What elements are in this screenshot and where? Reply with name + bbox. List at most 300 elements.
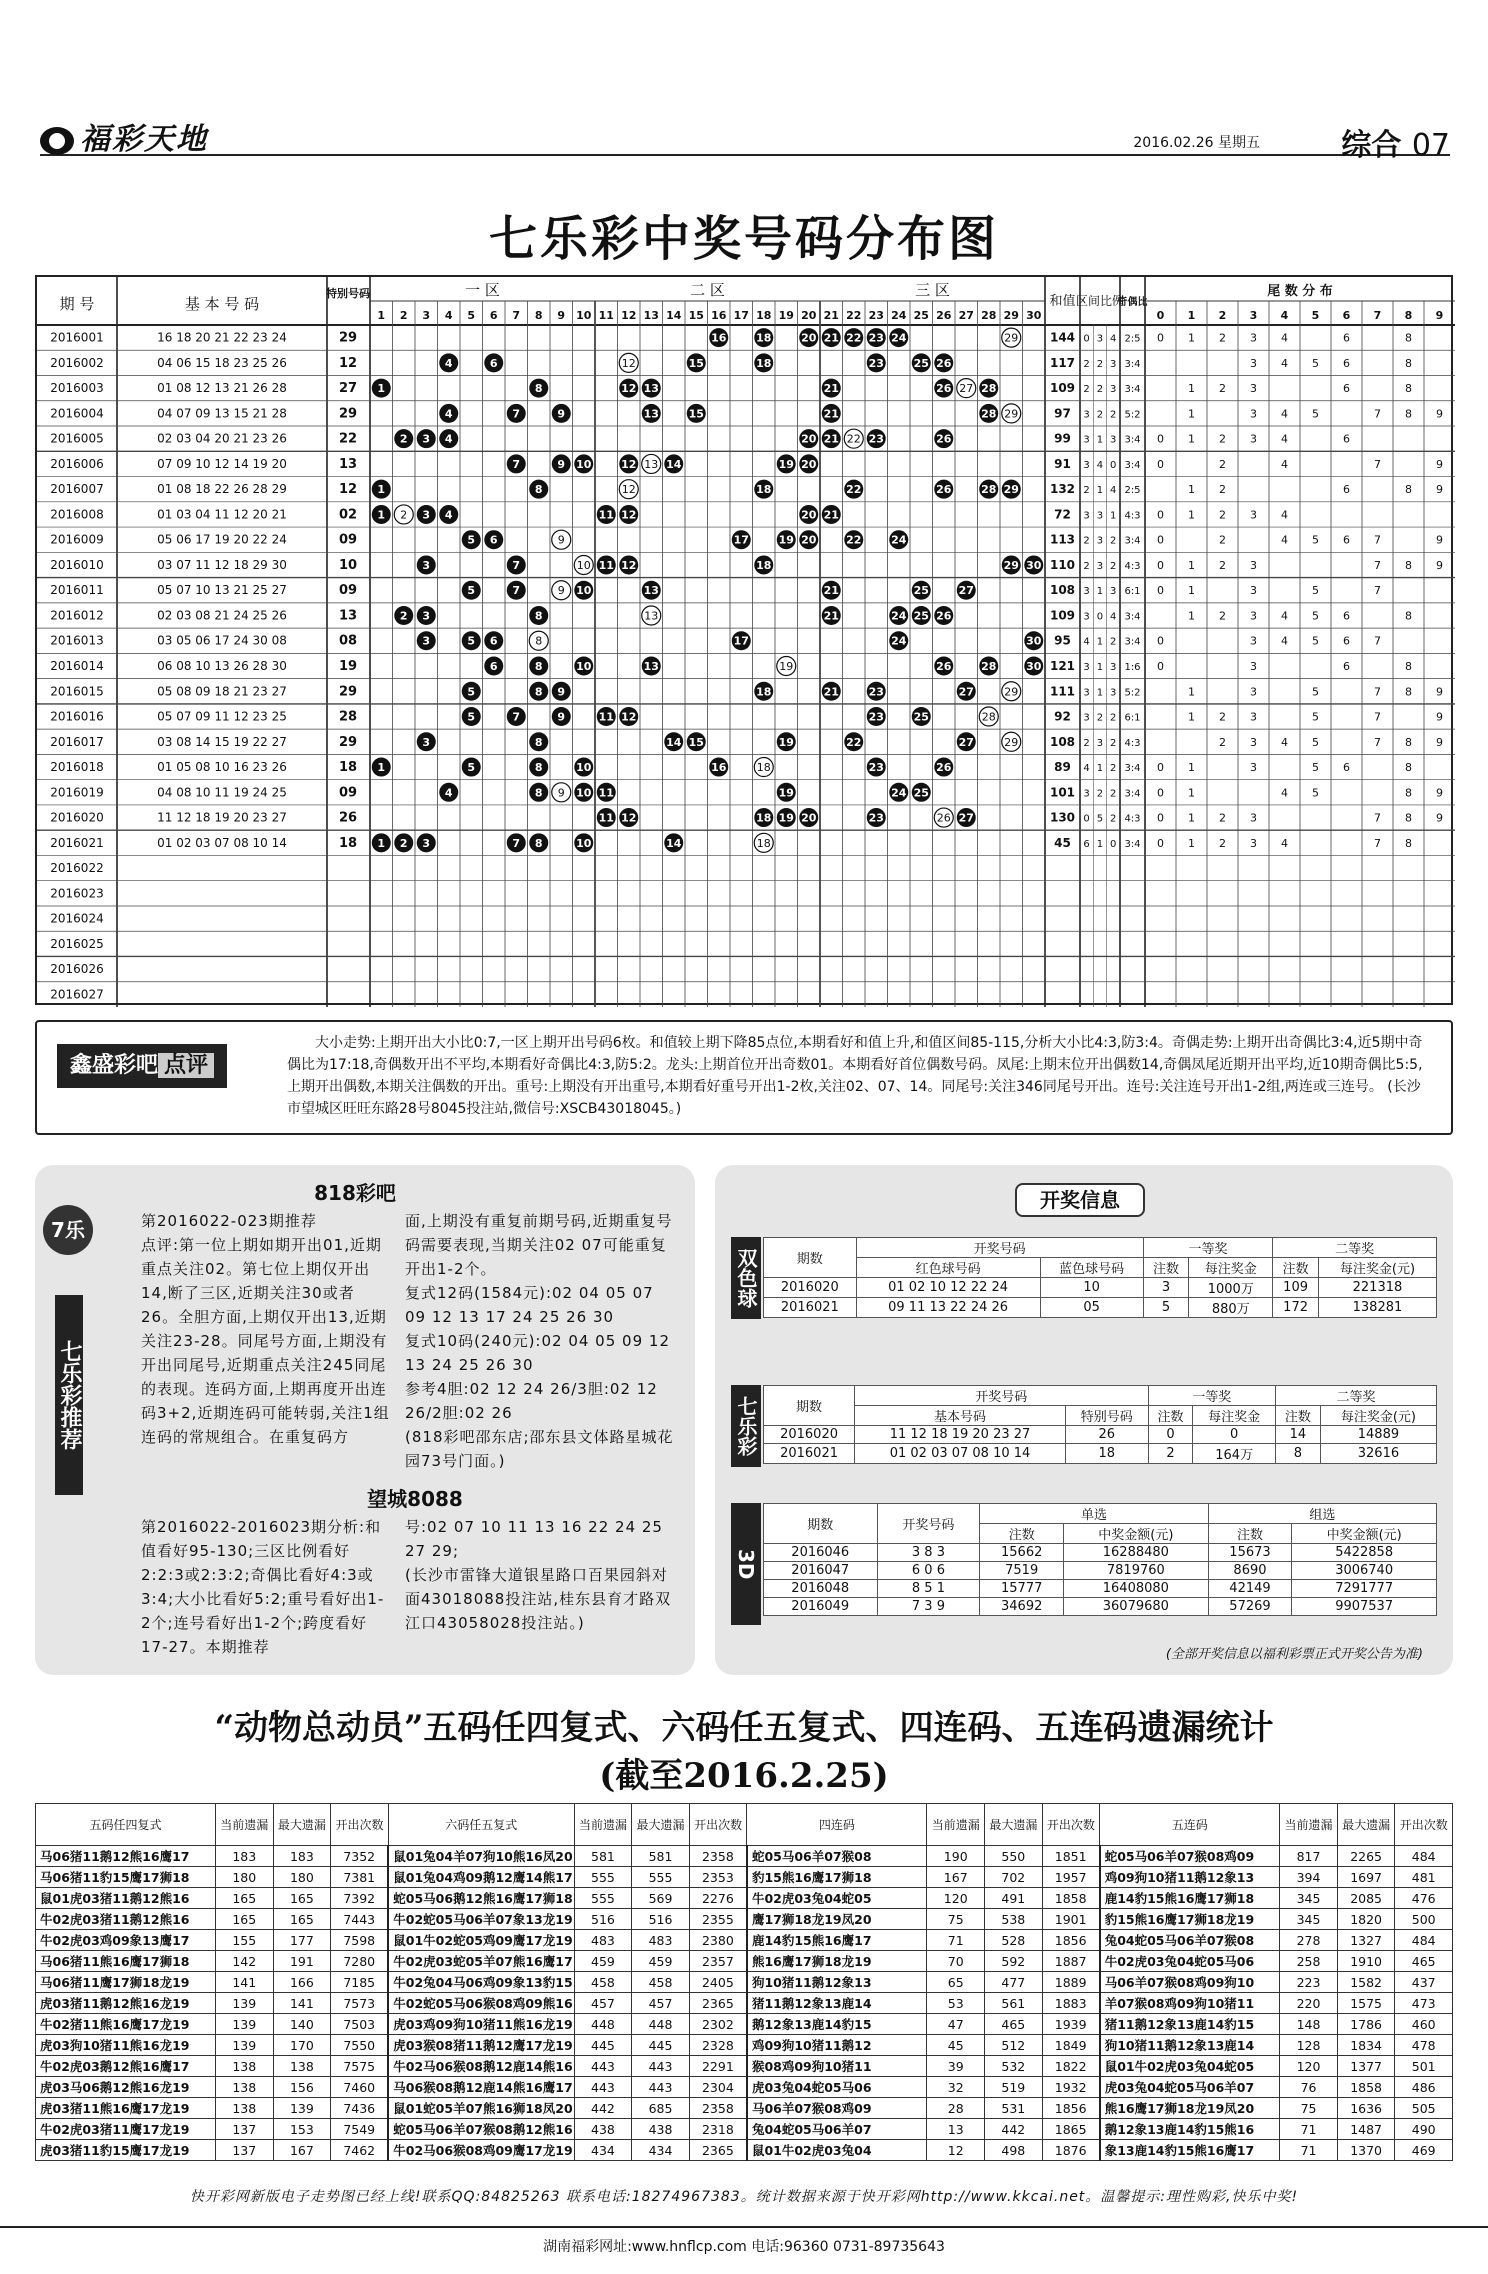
tail-digit-cell: 4: [1281, 634, 1288, 648]
tail-digit-cell: 9: [1436, 735, 1443, 749]
winning-number-label: 18: [756, 811, 772, 825]
count-cell: 71: [1280, 2140, 1338, 2161]
interval-cell: 3: [1096, 560, 1104, 572]
winning-number-label: 23: [868, 710, 884, 724]
comment-text: 大小走势:上期开出大小比0:7,一区上期开出号码6枚。和值较上期下降85点位,本期看好和值上升,和值区间85-115,分析大小比4:3,防3:4。奇偶走势:上期开出奇偶比3:4,近5期中奇偶比为17:18,奇偶数开出不平均,本期看好奇偶比4:3,防5:2。龙头:上期首位开出奇数01。本期看好首位偶数号码。凤尾:上期末位开出偶数14,奇偶凤尾近期开出平均,近10期奇偶比5:5,上期开出偶数,本期关注偶数的开出。重号:上期没有开出重号,本期看好重号开出1-2枚,关注02、07、14。同尾号:关注346同尾号开出。连号:关注连号开出1-2组,两连或三连号。 (长沙市望城区旺旺东路28号8045投注站,微信号:XSCB43018045。): [287, 1035, 1423, 1117]
combo-cell: 蛇05马06鹅12熊16鹰17狮18: [388, 1888, 574, 1909]
tail-digit-cell: 2: [1219, 609, 1226, 623]
winning-number-label: 19: [778, 533, 794, 547]
winning-number-label: 4: [444, 407, 453, 421]
winning-number-label: 28: [981, 660, 997, 673]
winning-number-label: 7: [512, 836, 521, 850]
basic-numbers-cell: 03 05 06 17 24 30 08: [157, 633, 287, 648]
ssq-table: [763, 1237, 1437, 1318]
count-cell: 581: [632, 1846, 690, 1867]
winning-number-label: 12: [621, 457, 637, 471]
count-cell: 532: [985, 2056, 1043, 2077]
winning-number-label: 14: [666, 836, 682, 850]
count-cell: 501: [1395, 2056, 1453, 2077]
special-number-label: 28: [981, 710, 996, 724]
tail-digit-cell: 9: [1436, 533, 1443, 547]
winning-number-label: 6: [489, 660, 498, 673]
count-cell: 2265: [1337, 1846, 1395, 1867]
tail-digit-cell: 8: [1405, 735, 1412, 749]
count-cell: 1865: [1042, 2119, 1100, 2140]
tail-digit-cell: 5: [1312, 735, 1319, 749]
count-cell: 39: [927, 2056, 985, 2077]
tail-digit-cell: 0: [1157, 457, 1164, 471]
tail-digit-cell: 3: [1250, 331, 1257, 345]
winning-number-label: 9: [557, 710, 566, 724]
odd-even-cell: 6:1: [1124, 586, 1141, 598]
count-cell: 2357: [689, 1951, 747, 1972]
tail-digit-cell: 3: [1250, 508, 1257, 522]
winning-number-label: 17: [733, 533, 749, 547]
tail-digit-cell: 2: [1219, 811, 1226, 825]
combo-cell: 鹿14豹15熊16鹰17: [747, 1930, 927, 1951]
special-number-cell: 29: [338, 330, 358, 346]
count-cell: 457: [632, 1993, 690, 2014]
header-special: 特别号码: [326, 287, 370, 300]
count-cell: 170: [273, 2035, 331, 2056]
omission-header: 开出次数: [331, 1804, 389, 1846]
winning-number-label: 18: [756, 356, 772, 370]
count-cell: 1822: [1042, 2056, 1100, 2077]
count-cell: 1883: [1042, 1993, 1100, 2014]
winning-number-label: 23: [868, 356, 884, 370]
tail-digit-cell: 7: [1374, 685, 1381, 699]
issue-date: 2016.02.26 星期五: [1133, 135, 1260, 151]
tail-digit-cell: 2: [1219, 508, 1226, 522]
tail-digit-cell: 8: [1405, 811, 1412, 825]
basic-numbers-cell: 05 07 10 13 21 25 27: [157, 583, 287, 598]
header-number: 5: [467, 309, 476, 322]
sum-cell: 111: [1049, 684, 1076, 699]
interval-cell: 1: [1096, 838, 1104, 850]
interval-cell: 3: [1110, 687, 1117, 699]
winning-number-label: 3: [422, 508, 431, 522]
odd-even-cell: 3:4: [1124, 358, 1141, 370]
cell: 3 8 3: [877, 1544, 980, 1562]
count-cell: 148: [1280, 2014, 1338, 2035]
count-cell: 458: [632, 1972, 690, 1993]
count-cell: 345: [1280, 1909, 1338, 1930]
winning-number-label: 19: [778, 735, 794, 749]
winning-number-label: 1: [377, 483, 386, 497]
count-cell: 437: [1395, 1972, 1453, 1993]
interval-cell: 6: [1083, 838, 1090, 850]
winning-number-label: 27: [958, 735, 974, 749]
tail-digit-cell: 7: [1374, 836, 1381, 850]
winning-number-label: 4: [444, 356, 453, 370]
tail-digit-cell: 3: [1250, 710, 1257, 724]
tail-digit-cell: 9: [1436, 407, 1443, 421]
d3-h-n1: 注数: [980, 1524, 1064, 1544]
combo-cell: 牛02蛇05马06猴08鸡09熊16: [388, 1993, 574, 2014]
count-cell: 465: [1395, 1951, 1453, 1972]
winning-number-label: 7: [512, 710, 521, 724]
combo-cell: 鼠01牛02蛇05鸡09鹰17龙19: [388, 1930, 574, 1951]
count-cell: 2276: [689, 1888, 747, 1909]
tail-digit-cell: 5: [1312, 761, 1319, 775]
combo-cell: 牛02虎03鸡09象13鹰17: [36, 1930, 216, 1951]
combo-cell: 牛02虎03蛇05羊07熊16鹰17: [388, 1951, 574, 1972]
winning-number-label: 24: [891, 533, 907, 547]
count-cell: 128: [1280, 2035, 1338, 2056]
count-cell: 137: [216, 2140, 274, 2161]
tail-digit-cell: 7: [1374, 558, 1381, 572]
count-cell: 28: [927, 2098, 985, 2119]
period-cell: 2016026: [50, 962, 104, 977]
interval-cell: 3: [1083, 687, 1090, 699]
count-cell: 478: [1395, 2035, 1453, 2056]
winning-number-label: 23: [868, 685, 884, 699]
winning-number-label: 9: [557, 457, 566, 471]
count-cell: 7352: [331, 1846, 389, 1867]
interval-cell: 2: [1110, 813, 1117, 825]
count-cell: 2318: [689, 2119, 747, 2140]
tail-digit-cell: 5: [1312, 407, 1319, 421]
count-cell: 7549: [331, 2119, 389, 2140]
count-cell: 278: [1280, 1930, 1338, 1951]
comment-tag: [57, 1044, 227, 1088]
combo-cell: 羊07猴08鸡09狗10猪11: [1100, 1993, 1280, 2014]
period-cell: 2016018: [50, 760, 104, 775]
header-number: 10: [576, 309, 592, 322]
draw-info-title: 开奖信息: [1015, 1183, 1145, 1217]
winning-number-label: 21: [823, 508, 839, 522]
combo-cell: 牛02猪11熊16鹰17龙19: [36, 2014, 216, 2035]
interval-cell: 2: [1083, 384, 1090, 396]
count-cell: 180: [273, 1867, 331, 1888]
tail-digit-cell: 5: [1312, 356, 1319, 370]
winning-number-label: 5: [467, 533, 476, 547]
special-number-cell: 26: [338, 810, 358, 826]
combo-cell: 牛02虎03兔04蛇05马06: [1100, 1951, 1280, 1972]
interval-cell: 0: [1110, 838, 1117, 850]
winning-number-label: 4: [444, 432, 453, 446]
count-cell: 443: [574, 2077, 632, 2098]
ssq-h-second: 二等奖: [1273, 1238, 1437, 1258]
tail-digit-cell: 6: [1343, 761, 1350, 775]
tail-digit-cell: 3: [1250, 685, 1257, 699]
tail-digit-cell: 5: [1312, 634, 1319, 648]
cell: 5422858: [1292, 1544, 1437, 1562]
count-cell: 817: [1280, 1846, 1338, 1867]
column-wangcheng-a: 第2016022-2016023期分析:和值看好95-130;三区比例看好2:2:3或2:3:2;奇偶比看好4:3或3:4;大小比看好5:2;重号看好出1-2个;连号看好出1-2个;跨度看好17-27。本期推荐: [141, 1518, 385, 1656]
omission-header: 最大遗漏: [1337, 1804, 1395, 1846]
combo-cell: 豹15熊16鹰17狮18龙19: [1100, 1909, 1280, 1930]
tail-digit-cell: 7: [1374, 710, 1381, 724]
d3-h-single: 单选: [980, 1504, 1208, 1524]
count-cell: 1697: [1337, 1867, 1395, 1888]
winning-number-label: 17: [733, 634, 749, 648]
header-number: 15: [688, 309, 704, 322]
table-row: [764, 1278, 1437, 1298]
sum-cell: 72: [1054, 507, 1071, 522]
interval-cell: 4: [1110, 485, 1117, 497]
winning-number-label: 2: [399, 836, 408, 850]
winning-number-label: 25: [913, 584, 929, 598]
winning-number-label: 21: [823, 331, 839, 345]
omission-header: 开出次数: [1042, 1804, 1100, 1846]
winning-number-label: 7: [512, 584, 521, 598]
count-cell: 394: [1280, 1867, 1338, 1888]
winning-number-label: 29: [1003, 558, 1019, 572]
count-cell: 581: [574, 1846, 632, 1867]
table-row: [36, 2140, 1453, 2161]
omission-header: 最大遗漏: [632, 1804, 690, 1846]
cell: 6 0 6: [877, 1562, 980, 1580]
count-cell: 1901: [1042, 1909, 1100, 1930]
grid-svg: [37, 277, 1455, 1007]
odd-even-cell: 4:3: [1124, 813, 1141, 825]
combo-cell: 马06猪11熊16鹰17狮18: [36, 1951, 216, 1972]
header-number: 3: [422, 309, 431, 322]
count-cell: 138: [216, 2056, 274, 2077]
period-cell: 2016017: [50, 734, 104, 749]
winning-number-label: 25: [913, 609, 929, 623]
count-cell: 166: [273, 1972, 331, 1993]
winning-number-label: 20: [801, 811, 817, 825]
special-number-cell: 13: [338, 456, 358, 472]
winning-number-label: 20: [801, 533, 817, 547]
header-tail-digit: 3: [1249, 309, 1258, 322]
heading-818: 818彩吧: [314, 1181, 396, 1205]
cell: 2016049: [764, 1598, 878, 1616]
qlc-h-n1: 注数: [1148, 1406, 1193, 1426]
omission-header: 六码任五复式: [388, 1804, 574, 1846]
winning-number-label: 11: [598, 508, 614, 522]
winning-number-label: 26: [936, 356, 952, 370]
winning-number-label: 20: [801, 508, 817, 522]
winning-number-label: 26: [936, 609, 952, 623]
winning-number-label: 8: [534, 660, 543, 673]
combo-cell: 虎03兔04蛇05马06羊07: [1100, 2077, 1280, 2098]
tail-digit-cell: 3: [1250, 584, 1257, 598]
count-cell: 2328: [689, 2035, 747, 2056]
winning-number-label: 12: [621, 710, 637, 724]
cell: 2016020: [764, 1278, 857, 1298]
interval-cell: 3: [1096, 510, 1104, 522]
winning-number-label: 13: [643, 660, 659, 673]
tail-digit-cell: 7: [1374, 634, 1381, 648]
count-cell: 156: [273, 2077, 331, 2098]
winning-number-label: 19: [778, 811, 794, 825]
count-cell: 1887: [1042, 1951, 1100, 1972]
winning-number-label: 11: [598, 558, 614, 572]
special-number-label: 12: [621, 483, 636, 497]
table-row: [764, 1598, 1437, 1616]
count-cell: 505: [1395, 2098, 1453, 2119]
header-interval: 区间比例: [1075, 294, 1125, 308]
special-number-cell: 12: [338, 482, 358, 498]
sum-cell: 97: [1054, 406, 1071, 421]
count-cell: 1786: [1337, 2014, 1395, 2035]
cell: 32616: [1320, 1444, 1436, 1464]
combo-cell: 蛇05马06羊07猴08鸡09: [1100, 1846, 1280, 1867]
omission-header: 五连码: [1100, 1804, 1280, 1846]
winning-number-label: 21: [823, 432, 839, 446]
cell: 5: [1143, 1298, 1189, 1318]
tail-digit-cell: 4: [1281, 609, 1288, 623]
winning-number-label: 15: [688, 407, 704, 421]
comment-tag-label: 点评: [158, 1053, 214, 1078]
tail-digit-cell: 0: [1157, 533, 1164, 547]
header-number: 9: [557, 309, 566, 322]
combo-cell: 鼠01兔04鸡09鹅12鹰14熊17: [388, 1867, 574, 1888]
count-cell: 1858: [1337, 2077, 1395, 2098]
winning-number-label: 21: [823, 685, 839, 699]
winning-number-label: 9: [557, 407, 566, 421]
header-number: 26: [936, 309, 952, 322]
count-cell: 7550: [331, 2035, 389, 2056]
odd-even-cell: 3:4: [1124, 459, 1141, 471]
count-cell: 7460: [331, 2077, 389, 2098]
omission-header: 最大遗漏: [273, 1804, 331, 1846]
winning-number-label: 11: [598, 710, 614, 724]
basic-numbers-cell: 04 06 15 18 23 25 26: [157, 355, 287, 370]
winning-number-label: 12: [621, 811, 637, 825]
interval-cell: 2: [1110, 712, 1117, 724]
period-cell: 2016020: [50, 810, 104, 825]
count-cell: 139: [216, 2035, 274, 2056]
winning-number-label: 30: [1026, 558, 1042, 572]
basic-numbers-cell: 06 08 10 13 26 28 30: [157, 659, 287, 673]
winning-number-label: 27: [958, 685, 974, 699]
count-cell: 555: [632, 1867, 690, 1888]
special-number-cell: 18: [338, 760, 358, 776]
special-number-label: 9: [557, 533, 565, 547]
table-row: [36, 1930, 1453, 1951]
header-tail-digit: 5: [1311, 309, 1320, 322]
special-number-cell: 18: [338, 835, 358, 851]
count-cell: 465: [985, 2014, 1043, 2035]
tail-digit-cell: 6: [1343, 533, 1350, 547]
sum-cell: 45: [1054, 835, 1071, 850]
winning-number-label: 8: [534, 685, 543, 699]
ssq-h-p1: 每注奖金: [1189, 1258, 1273, 1278]
d3-h-p1: 中奖金额(元): [1064, 1524, 1209, 1544]
logo-text: 福彩天地: [80, 122, 208, 157]
header-number: 17: [733, 309, 749, 322]
count-cell: 555: [574, 1867, 632, 1888]
interval-cell: 3: [1110, 586, 1117, 598]
odd-even-cell: 5:2: [1124, 409, 1141, 421]
omission-header: 五码任四复式: [36, 1804, 216, 1846]
cell: 01 02 03 07 08 10 14: [855, 1444, 1066, 1464]
combo-cell: 马06羊07猴08鸡09狗10: [1100, 1972, 1280, 1993]
count-cell: 491: [985, 1888, 1043, 1909]
special-number-cell: 27: [338, 381, 358, 397]
basic-numbers-cell: 03 08 14 15 19 22 27: [157, 734, 287, 749]
cell: 2016021: [764, 1444, 855, 1464]
interval-cell: 2: [1083, 535, 1090, 547]
header-zone3: 三 区: [915, 281, 950, 299]
table-row: [36, 1867, 1453, 1888]
count-cell: 498: [985, 2140, 1043, 2161]
count-cell: 1889: [1042, 1972, 1100, 1993]
tail-digit-cell: 0: [1157, 836, 1164, 850]
count-cell: 47: [927, 2014, 985, 2035]
draw-info-note: (全部开奖信息以福利彩票正式开奖公告为准): [1165, 1647, 1423, 1662]
tail-digit-cell: 0: [1157, 331, 1164, 345]
winning-number-label: 20: [801, 457, 817, 471]
winning-number-label: 8: [534, 786, 543, 800]
cell: 16408080: [1064, 1580, 1209, 1598]
combo-cell: 鸡09狗10猪11鹅12: [747, 2035, 927, 2056]
period-cell: 2016025: [50, 936, 104, 951]
count-cell: 139: [216, 2014, 274, 2035]
logo-icon: [40, 127, 74, 155]
period-cell: 2016001: [50, 330, 104, 345]
recommendation-panel: [35, 1165, 695, 1675]
count-cell: 458: [574, 1972, 632, 1993]
ssq-h-p2: 每注奖金(元): [1318, 1258, 1436, 1278]
page-number: 07: [1411, 128, 1450, 163]
tail-digit-cell: 1: [1188, 382, 1195, 396]
count-cell: 177: [273, 1930, 331, 1951]
tail-digit-cell: 4: [1281, 508, 1288, 522]
winning-number-label: 14: [666, 735, 682, 749]
sum-cell: 92: [1054, 709, 1071, 724]
winning-number-label: 5: [467, 584, 476, 598]
winning-number-label: 18: [756, 685, 772, 699]
tail-digit-cell: 0: [1157, 508, 1164, 522]
table-row: [764, 1426, 1437, 1444]
header-tail-digit: 8: [1404, 309, 1413, 322]
interval-cell: 3: [1083, 788, 1090, 800]
table-row: [764, 1298, 1437, 1318]
header-zone2: 二 区: [690, 281, 725, 299]
period-cell: 2016010: [50, 557, 104, 572]
basic-numbers-cell: 05 08 09 18 21 23 27: [157, 684, 287, 699]
count-cell: 70: [927, 1951, 985, 1972]
tail-digit-cell: 3: [1250, 407, 1257, 421]
period-cell: 2016016: [50, 709, 104, 724]
special-number-cell: 28: [338, 709, 358, 725]
header-number: 28: [981, 309, 997, 322]
count-cell: 1856: [1042, 1930, 1100, 1951]
tail-digit-cell: 3: [1250, 432, 1257, 446]
header-tail: 尾 数 分 布: [1267, 284, 1333, 299]
cell: 09 11 13 22 24 26: [856, 1298, 1040, 1318]
combo-cell: 狗10猪11鹅12象13: [747, 1972, 927, 1993]
winning-number-label: 3: [422, 609, 431, 623]
combo-cell: 熊16鹰17狮18龙19凤20: [1100, 2098, 1280, 2119]
basic-numbers-cell: 04 07 09 13 15 21 28: [157, 406, 287, 421]
sum-cell: 144: [1049, 330, 1076, 345]
count-cell: 448: [574, 2014, 632, 2035]
winning-number-label: 12: [621, 508, 637, 522]
combo-cell: 马06羊07猴08鸡09: [747, 2098, 927, 2119]
period-cell: 2016021: [50, 835, 104, 850]
count-cell: 484: [1395, 1930, 1453, 1951]
special-number-label: 2: [400, 508, 408, 522]
combo-cell: 马06猴08鹅12鹿14熊16鹰17: [388, 2077, 574, 2098]
count-cell: 2380: [689, 1930, 747, 1951]
count-cell: 1582: [1337, 1972, 1395, 1993]
tail-digit-cell: 5: [1312, 609, 1319, 623]
tail-digit-cell: 0: [1157, 660, 1164, 673]
header-number: 13: [643, 309, 659, 322]
section-label: [1341, 120, 1450, 164]
interval-cell: 4: [1083, 763, 1090, 775]
special-number-label: 12: [621, 356, 636, 370]
count-cell: 7436: [331, 2098, 389, 2119]
newspaper-logo: [40, 114, 208, 158]
winning-number-label: 3: [422, 735, 431, 749]
